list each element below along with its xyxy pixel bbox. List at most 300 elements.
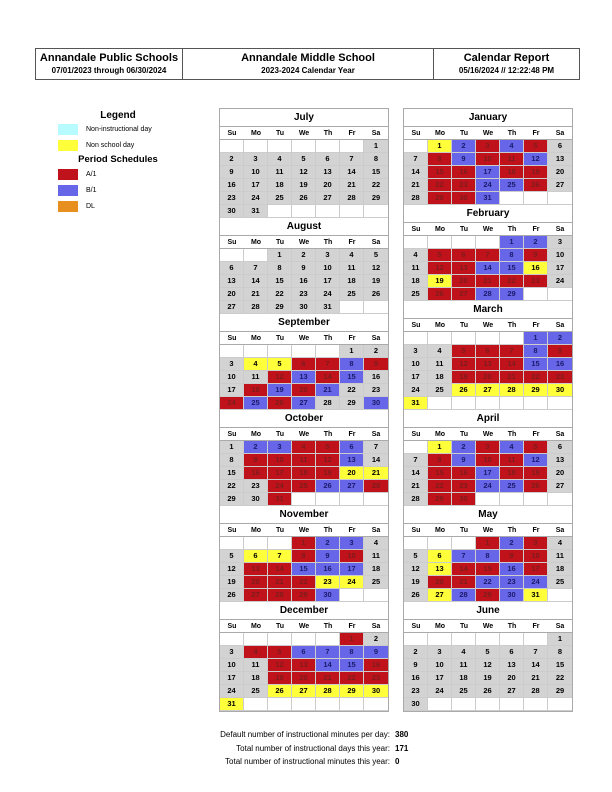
empty-cell bbox=[292, 140, 316, 153]
day-cell: 28 bbox=[500, 384, 524, 397]
weekday-header bbox=[220, 427, 388, 441]
day-cell: 3 bbox=[316, 249, 340, 262]
day-cell: 30 bbox=[220, 205, 244, 218]
day-cell: 25 bbox=[452, 685, 476, 698]
day-cell: 30 bbox=[548, 384, 572, 397]
day-cell: 16 bbox=[244, 467, 268, 480]
day-cell: 7 bbox=[340, 153, 364, 166]
empty-cell bbox=[452, 698, 476, 711]
day-cell: 12 bbox=[292, 166, 316, 179]
weekday-label: Sa bbox=[371, 527, 381, 534]
empty-cell bbox=[500, 397, 524, 410]
day-cell: 21 bbox=[404, 480, 428, 493]
day-cell: 20 bbox=[292, 384, 316, 397]
instructional-minutes-value: 0 bbox=[395, 757, 400, 766]
day-cell: 15 bbox=[548, 659, 572, 672]
month-may bbox=[404, 506, 572, 602]
day-cell: 26 bbox=[452, 384, 476, 397]
day-cell: 6 bbox=[452, 249, 476, 262]
day-cell: 16 bbox=[452, 467, 476, 480]
day-cell: 16 bbox=[404, 672, 428, 685]
day-cell: 21 bbox=[268, 576, 292, 589]
calendar-column-right bbox=[403, 108, 573, 712]
weekday-label: Su bbox=[227, 431, 237, 438]
day-cell: 24 bbox=[476, 179, 500, 192]
empty-cell bbox=[500, 493, 524, 506]
weekday-label: Mo bbox=[250, 239, 262, 246]
day-cell: 21 bbox=[452, 576, 476, 589]
day-cell: 6 bbox=[340, 441, 364, 454]
day-cell: 24 bbox=[244, 192, 268, 205]
weekday-label: Fr bbox=[532, 130, 540, 137]
day-cell: 6 bbox=[476, 345, 500, 358]
day-cell: 6 bbox=[292, 646, 316, 659]
day-cell: 27 bbox=[476, 384, 500, 397]
day-cell: 2 bbox=[364, 345, 388, 358]
day-cell: 21 bbox=[404, 179, 428, 192]
day-cell: 12 bbox=[268, 371, 292, 384]
day-cell: 7 bbox=[524, 646, 548, 659]
day-cell: 15 bbox=[428, 166, 452, 179]
legend-item bbox=[58, 121, 198, 137]
calendar-year: 2023-2024 Calendar Year bbox=[261, 66, 355, 75]
day-cell: 30 bbox=[244, 493, 268, 506]
day-cell: 16 bbox=[316, 563, 340, 576]
day-cell: 31 bbox=[244, 205, 268, 218]
empty-cell bbox=[316, 140, 340, 153]
day-cell: 20 bbox=[292, 672, 316, 685]
day-cell: 3 bbox=[268, 441, 292, 454]
empty-cell bbox=[292, 633, 316, 646]
day-cell: 24 bbox=[548, 275, 572, 288]
day-cell: 9 bbox=[364, 646, 388, 659]
day-grid bbox=[220, 345, 388, 410]
legend-label: DL bbox=[86, 202, 95, 210]
day-cell: 29 bbox=[428, 493, 452, 506]
day-cell: 3 bbox=[244, 153, 268, 166]
empty-cell bbox=[220, 537, 244, 550]
day-cell: 13 bbox=[428, 563, 452, 576]
day-cell: 19 bbox=[220, 576, 244, 589]
day-cell: 16 bbox=[548, 358, 572, 371]
day-cell: 3 bbox=[404, 345, 428, 358]
empty-cell bbox=[524, 397, 548, 410]
day-cell: 26 bbox=[316, 480, 340, 493]
empty-cell bbox=[244, 698, 268, 711]
day-cell: 25 bbox=[428, 384, 452, 397]
day-cell: 8 bbox=[476, 550, 500, 563]
day-cell: 1 bbox=[268, 249, 292, 262]
day-cell: 26 bbox=[292, 192, 316, 205]
weekday-label: We bbox=[482, 322, 494, 329]
day-cell: 28 bbox=[476, 288, 500, 301]
day-cell: 8 bbox=[428, 454, 452, 467]
day-grid bbox=[404, 236, 572, 301]
day-cell: 2 bbox=[548, 332, 572, 345]
weekday-label: Sa bbox=[555, 130, 565, 137]
weekday-label: Mo bbox=[250, 431, 262, 438]
month-title: January bbox=[468, 112, 508, 123]
day-cell: 10 bbox=[548, 249, 572, 262]
day-cell: 14 bbox=[452, 563, 476, 576]
day-grid bbox=[220, 633, 388, 711]
empty-cell bbox=[404, 537, 428, 550]
weekday-header bbox=[404, 427, 572, 441]
day-cell: 9 bbox=[452, 153, 476, 166]
day-cell: 31 bbox=[404, 397, 428, 410]
weekday-label: Tu bbox=[275, 239, 285, 246]
day-cell: 18 bbox=[428, 371, 452, 384]
day-cell: 14 bbox=[316, 659, 340, 672]
empty-cell bbox=[428, 332, 452, 345]
legend-title: Legend bbox=[100, 110, 136, 121]
day-grid bbox=[220, 140, 388, 218]
empty-cell bbox=[428, 698, 452, 711]
day-cell: 9 bbox=[548, 345, 572, 358]
day-cell: 30 bbox=[292, 301, 316, 314]
day-cell: 25 bbox=[268, 192, 292, 205]
day-cell: 3 bbox=[476, 140, 500, 153]
day-cell: 20 bbox=[500, 672, 524, 685]
day-cell: 23 bbox=[244, 480, 268, 493]
empty-cell bbox=[500, 332, 524, 345]
day-cell: 26 bbox=[428, 288, 452, 301]
weekday-label: Th bbox=[323, 130, 333, 137]
minutes-per-day-label: Default number of instructional minutes per day: bbox=[220, 730, 390, 739]
day-cell: 13 bbox=[548, 153, 572, 166]
empty-cell bbox=[292, 698, 316, 711]
day-cell: 10 bbox=[220, 659, 244, 672]
day-cell: 17 bbox=[404, 371, 428, 384]
day-cell: 30 bbox=[404, 698, 428, 711]
day-cell: 2 bbox=[404, 646, 428, 659]
empty-cell bbox=[452, 332, 476, 345]
day-cell: 8 bbox=[220, 454, 244, 467]
day-cell: 15 bbox=[476, 563, 500, 576]
weekday-label: We bbox=[298, 335, 310, 342]
day-grid bbox=[220, 249, 388, 314]
day-cell: 30 bbox=[452, 493, 476, 506]
day-cell: 22 bbox=[268, 288, 292, 301]
empty-cell bbox=[292, 345, 316, 358]
empty-cell bbox=[404, 140, 428, 153]
day-cell: 3 bbox=[340, 537, 364, 550]
day-cell: 13 bbox=[244, 563, 268, 576]
day-cell: 20 bbox=[428, 576, 452, 589]
day-grid bbox=[404, 633, 572, 711]
day-cell: 29 bbox=[340, 685, 364, 698]
day-cell: 1 bbox=[340, 345, 364, 358]
day-cell: 31 bbox=[524, 589, 548, 602]
day-cell: 7 bbox=[364, 441, 388, 454]
day-cell: 2 bbox=[292, 249, 316, 262]
day-cell: 1 bbox=[364, 140, 388, 153]
day-cell: 19 bbox=[524, 166, 548, 179]
weekday-label: Mo bbox=[250, 130, 262, 137]
weekday-label: We bbox=[482, 130, 494, 137]
weekday-label: Mo bbox=[250, 335, 262, 342]
day-cell: 27 bbox=[316, 192, 340, 205]
weekday-label: Su bbox=[227, 623, 237, 630]
day-cell: 20 bbox=[316, 179, 340, 192]
day-cell: 11 bbox=[428, 358, 452, 371]
school-name: Annandale Middle School bbox=[241, 52, 375, 64]
day-cell: 8 bbox=[268, 262, 292, 275]
day-cell: 26 bbox=[404, 589, 428, 602]
weekday-label: We bbox=[298, 431, 310, 438]
day-cell: 7 bbox=[316, 358, 340, 371]
day-cell: 17 bbox=[476, 467, 500, 480]
empty-cell bbox=[364, 589, 388, 602]
weekday-label: Th bbox=[507, 322, 517, 329]
day-cell: 16 bbox=[220, 179, 244, 192]
day-cell: 15 bbox=[340, 371, 364, 384]
legend bbox=[58, 110, 198, 214]
day-cell: 12 bbox=[476, 659, 500, 672]
legend-label: Non school day bbox=[86, 141, 135, 149]
empty-cell bbox=[500, 192, 524, 205]
day-cell: 7 bbox=[316, 646, 340, 659]
month-december bbox=[220, 602, 388, 711]
month-november bbox=[220, 506, 388, 602]
day-cell: 5 bbox=[292, 153, 316, 166]
day-cell: 23 bbox=[500, 576, 524, 589]
day-grid bbox=[220, 537, 388, 602]
empty-cell bbox=[404, 441, 428, 454]
period-schedules-title: Period Schedules bbox=[78, 154, 158, 165]
month-title: March bbox=[473, 304, 503, 315]
day-cell: 16 bbox=[364, 659, 388, 672]
day-cell: 4 bbox=[364, 537, 388, 550]
legend-item bbox=[58, 137, 198, 153]
empty-cell bbox=[476, 397, 500, 410]
weekday-label: Th bbox=[323, 623, 333, 630]
day-cell: 21 bbox=[364, 467, 388, 480]
dl-swatch bbox=[58, 201, 78, 212]
day-cell: 3 bbox=[428, 646, 452, 659]
weekday-header bbox=[220, 619, 388, 633]
weekday-label: Tu bbox=[459, 130, 469, 137]
day-cell: 21 bbox=[500, 371, 524, 384]
day-cell: 11 bbox=[404, 262, 428, 275]
empty-cell bbox=[220, 249, 244, 262]
day-cell: 20 bbox=[220, 288, 244, 301]
day-cell: 9 bbox=[316, 550, 340, 563]
day-cell: 5 bbox=[268, 646, 292, 659]
day-cell: 12 bbox=[524, 454, 548, 467]
month-february bbox=[404, 205, 572, 301]
legend-label: B/1 bbox=[86, 186, 97, 194]
empty-cell bbox=[524, 698, 548, 711]
day-cell: 3 bbox=[524, 537, 548, 550]
day-cell: 29 bbox=[292, 589, 316, 602]
weekday-header bbox=[220, 126, 388, 140]
day-cell: 18 bbox=[364, 563, 388, 576]
weekday-label: Sa bbox=[555, 623, 565, 630]
weekday-label: Tu bbox=[459, 322, 469, 329]
day-cell: 25 bbox=[404, 288, 428, 301]
day-cell: 19 bbox=[476, 672, 500, 685]
instructional-days-label: Total number of instructional days this year: bbox=[236, 743, 390, 753]
day-cell: 9 bbox=[452, 454, 476, 467]
day-cell: 15 bbox=[428, 467, 452, 480]
day-cell: 21 bbox=[476, 275, 500, 288]
day-cell: 3 bbox=[548, 236, 572, 249]
month-october bbox=[220, 410, 388, 506]
empty-cell bbox=[500, 698, 524, 711]
day-cell: 26 bbox=[524, 480, 548, 493]
day-cell: 19 bbox=[452, 371, 476, 384]
weekday-label: We bbox=[482, 623, 494, 630]
day-cell: 10 bbox=[404, 358, 428, 371]
day-cell: 30 bbox=[364, 685, 388, 698]
day-grid bbox=[220, 441, 388, 506]
day-cell: 15 bbox=[220, 467, 244, 480]
day-cell: 25 bbox=[244, 685, 268, 698]
a1-swatch bbox=[58, 169, 78, 180]
day-cell: 22 bbox=[524, 371, 548, 384]
empty-cell bbox=[364, 493, 388, 506]
day-cell: 2 bbox=[452, 441, 476, 454]
weekday-label: Th bbox=[323, 239, 333, 246]
weekday-label: Th bbox=[507, 431, 517, 438]
day-cell: 13 bbox=[292, 371, 316, 384]
day-cell: 19 bbox=[524, 467, 548, 480]
empty-cell bbox=[524, 633, 548, 646]
month-title: April bbox=[476, 413, 500, 424]
day-grid bbox=[404, 441, 572, 506]
day-cell: 25 bbox=[364, 576, 388, 589]
day-cell: 9 bbox=[292, 262, 316, 275]
day-cell: 20 bbox=[244, 576, 268, 589]
day-cell: 1 bbox=[292, 537, 316, 550]
day-cell: 30 bbox=[364, 397, 388, 410]
month-april bbox=[404, 410, 572, 506]
weekday-label: Sa bbox=[555, 322, 565, 329]
day-cell: 24 bbox=[220, 397, 244, 410]
day-cell: 27 bbox=[244, 589, 268, 602]
day-cell: 17 bbox=[428, 672, 452, 685]
weekday-label: Th bbox=[323, 527, 333, 534]
day-cell: 23 bbox=[364, 384, 388, 397]
day-cell: 4 bbox=[244, 358, 268, 371]
day-cell: 6 bbox=[220, 262, 244, 275]
empty-cell bbox=[476, 332, 500, 345]
weekday-header bbox=[404, 318, 572, 332]
day-cell: 6 bbox=[548, 441, 572, 454]
weekday-label: Sa bbox=[371, 431, 381, 438]
day-cell: 2 bbox=[316, 537, 340, 550]
weekday-label: We bbox=[298, 527, 310, 534]
day-cell: 22 bbox=[292, 576, 316, 589]
day-cell: 14 bbox=[500, 358, 524, 371]
empty-cell bbox=[404, 633, 428, 646]
day-cell: 13 bbox=[340, 454, 364, 467]
day-cell: 11 bbox=[500, 454, 524, 467]
day-cell: 7 bbox=[476, 249, 500, 262]
day-cell: 11 bbox=[292, 454, 316, 467]
weekday-label: Su bbox=[227, 130, 237, 137]
day-cell: 17 bbox=[316, 275, 340, 288]
empty-cell bbox=[476, 236, 500, 249]
day-cell: 12 bbox=[268, 659, 292, 672]
day-cell: 25 bbox=[548, 576, 572, 589]
day-cell: 26 bbox=[220, 589, 244, 602]
day-cell: 12 bbox=[220, 563, 244, 576]
day-cell: 21 bbox=[244, 288, 268, 301]
empty-cell bbox=[340, 493, 364, 506]
day-cell: 23 bbox=[548, 371, 572, 384]
day-cell: 27 bbox=[428, 589, 452, 602]
weekday-label: Mo bbox=[434, 527, 446, 534]
day-cell: 26 bbox=[268, 397, 292, 410]
month-title: September bbox=[278, 317, 330, 328]
day-cell: 5 bbox=[524, 441, 548, 454]
day-cell: 20 bbox=[476, 371, 500, 384]
day-cell: 18 bbox=[244, 672, 268, 685]
day-cell: 16 bbox=[500, 563, 524, 576]
day-cell: 12 bbox=[404, 563, 428, 576]
day-cell: 28 bbox=[404, 192, 428, 205]
empty-cell bbox=[476, 633, 500, 646]
day-cell: 5 bbox=[268, 358, 292, 371]
day-cell: 10 bbox=[268, 454, 292, 467]
empty-cell bbox=[452, 397, 476, 410]
day-cell: 5 bbox=[428, 249, 452, 262]
day-cell: 5 bbox=[452, 345, 476, 358]
empty-cell bbox=[220, 345, 244, 358]
weekday-header bbox=[404, 222, 572, 236]
day-cell: 9 bbox=[364, 358, 388, 371]
day-cell: 29 bbox=[524, 384, 548, 397]
month-title: July bbox=[293, 112, 314, 123]
weekday-header bbox=[220, 235, 388, 249]
day-cell: 2 bbox=[220, 153, 244, 166]
weekday-label: Tu bbox=[275, 130, 285, 137]
empty-cell bbox=[220, 140, 244, 153]
day-cell: 27 bbox=[548, 179, 572, 192]
day-cell: 2 bbox=[244, 441, 268, 454]
day-cell: 22 bbox=[500, 275, 524, 288]
empty-cell bbox=[364, 205, 388, 218]
day-cell: 24 bbox=[476, 480, 500, 493]
day-cell: 10 bbox=[244, 166, 268, 179]
day-cell: 10 bbox=[476, 454, 500, 467]
empty-cell bbox=[452, 236, 476, 249]
day-cell: 5 bbox=[524, 140, 548, 153]
day-cell: 4 bbox=[292, 441, 316, 454]
empty-cell bbox=[268, 633, 292, 646]
day-cell: 13 bbox=[452, 262, 476, 275]
day-cell: 1 bbox=[500, 236, 524, 249]
footer-summary bbox=[190, 728, 408, 769]
day-cell: 24 bbox=[220, 685, 244, 698]
day-cell: 17 bbox=[244, 179, 268, 192]
instructional-days-value: 171 bbox=[395, 743, 409, 753]
day-cell: 1 bbox=[524, 332, 548, 345]
calendar-column-left bbox=[219, 108, 389, 712]
day-cell: 26 bbox=[268, 685, 292, 698]
day-cell: 8 bbox=[548, 646, 572, 659]
empty-cell bbox=[316, 633, 340, 646]
empty-cell bbox=[244, 140, 268, 153]
day-cell: 8 bbox=[524, 345, 548, 358]
empty-cell bbox=[244, 633, 268, 646]
day-cell: 21 bbox=[340, 179, 364, 192]
day-cell: 16 bbox=[364, 371, 388, 384]
day-cell: 27 bbox=[548, 480, 572, 493]
legend-item bbox=[58, 198, 198, 214]
